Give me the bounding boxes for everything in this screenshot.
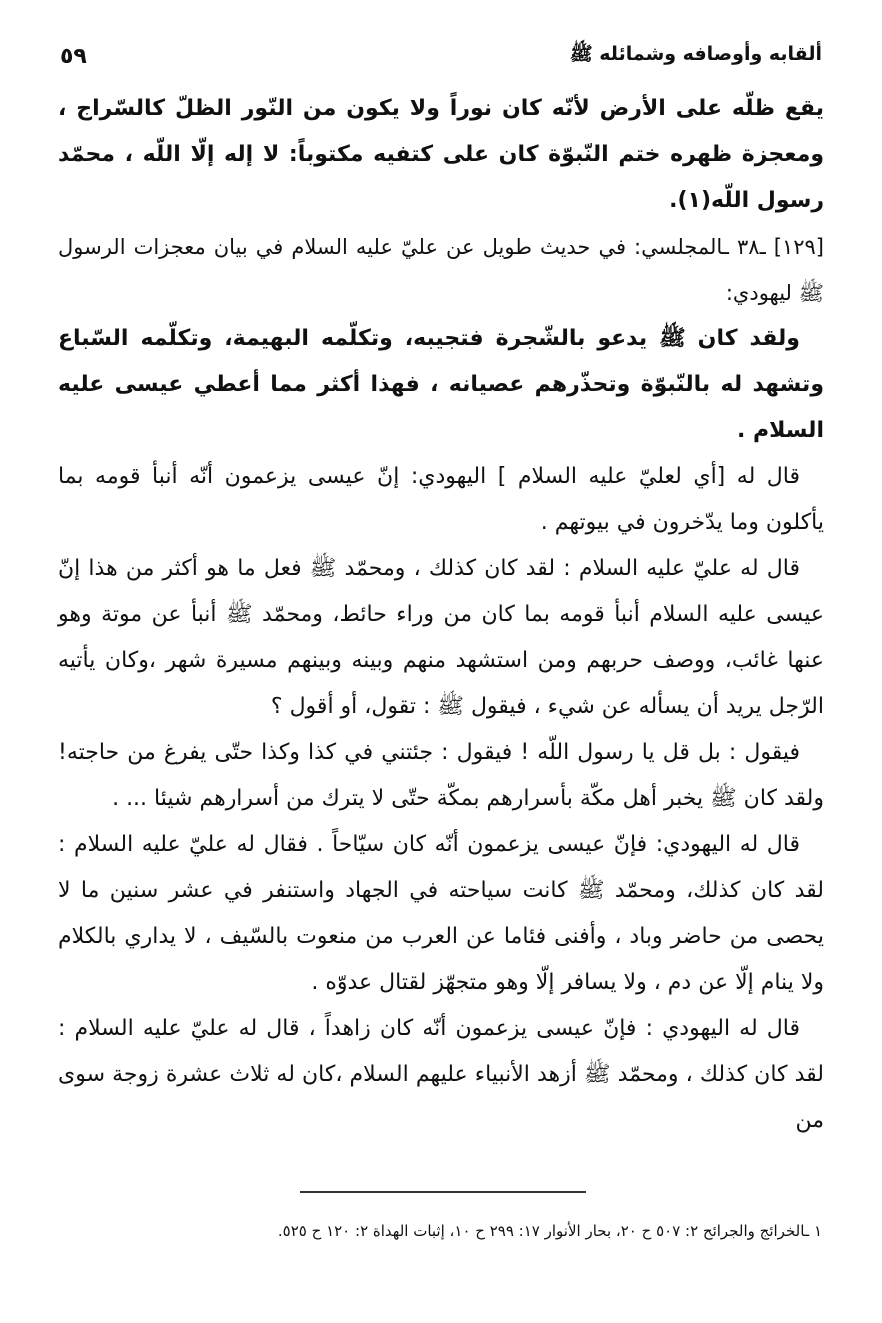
footnote-separator xyxy=(300,1191,586,1193)
hadith-heading: [١٢٩] ـ٣٨ ـالمجلسي: في حديث طويل عن عليّ عليه السلام في بيان معجزات الرسول ﷺ ليهودي: xyxy=(58,235,824,305)
body-text xyxy=(58,86,824,1144)
paragraph-8: قال له اليهودي : فإنّ عيسى يزعمون أنّه كان زاهداً ، قال له عليّ عليه السلام : لقد كان كذلك ، ومحمّد ﷺ أزهد الأنبياء عليهم السلام ،كان له ثلاث عشرة زوجة سوى من xyxy=(58,1016,824,1133)
paragraph-3: ولقد كان ﷺ يدعو بالشّجرة فتجيبه، وتكلّمه البهيمة، وتكلّمه السّباع وتشهد له بالنّبوّة وتحذّرهم عصيانه ، فهذا أكثر مما أعطي عيسى عليه السلام . xyxy=(58,326,824,443)
paragraph-6: فيقول : بل قل يا رسول اللّه ! فيقول : جئتني في كذا وكذا حتّى يفرغ من حاجته! ولقد كان ﷺ يخبر أهل مكّة بأسرارهم بمكّة حتّى لا يترك من أسرارهم شيئا ... . xyxy=(58,740,824,811)
paragraph-1: يقع ظلّه على الأرض لأنّه كان نوراً ولا يكون من النّور الظلّ كالسّراج ، ومعجزة ظهره ختم النّبوّة كان على كتفيه مكتوباً: لا إله إلّا اللّه ، محمّد رسول اللّه(١). xyxy=(58,96,824,213)
page-number: ٥٩ xyxy=(60,43,87,69)
page-header xyxy=(60,38,822,74)
running-head: ألقابه وأوصافه وشمائله ﷺ xyxy=(569,43,822,65)
footnote: ١ ـالخرائج والجرائح ٢: ٥٠٧ ح ٢٠، بحار الأنوار ١٧: ٢٩٩ ح ١٠، إثبات الهداة ٢: ١٢٠ ح ٥٢٥. xyxy=(277,1222,822,1240)
paragraph-7: قال له اليهودي: فإنّ عيسى يزعمون أنّه كان سيّاحاً . فقال له عليّ عليه السلام : لقد كان كذلك، ومحمّد ﷺ كانت سياحته في الجهاد واستنفر في عشر سنين ما لا يحصى من حاضر وباد ، وأفنى فئاما عن العرب من منعوت بالسّيف ، لا يداري بالكلام ولا ينام إلّا عن دم ، ولا يسافر إلّا وهو متجهّز لقتال عدوّه . xyxy=(58,832,824,995)
paragraph-4: قال له [أي لعليّ عليه السلام ] اليهودي: إنّ عيسى يزعمون أنّه أنبأ قومه بما يأكلون وما يدّخرون في بيوتهم . xyxy=(58,464,824,535)
paragraph-5: قال له عليّ عليه السلام : لقد كان كذلك ، ومحمّد ﷺ فعل ما هو أكثر من هذا إنّ عيسى عليه السلام أنبأ قومه بما كان من وراء حائط، ومحمّد ﷺ أنبأ عن موتة وهو عنها غائب، ووصف حربهم ومن استشهد منهم وبينه وبينهم مسيرة شهر ،وكان يأتيه الرّجل يريد أن يسأله عن شيء ، فيقول ﷺ : تقول، أو أقول ؟ xyxy=(58,556,824,719)
